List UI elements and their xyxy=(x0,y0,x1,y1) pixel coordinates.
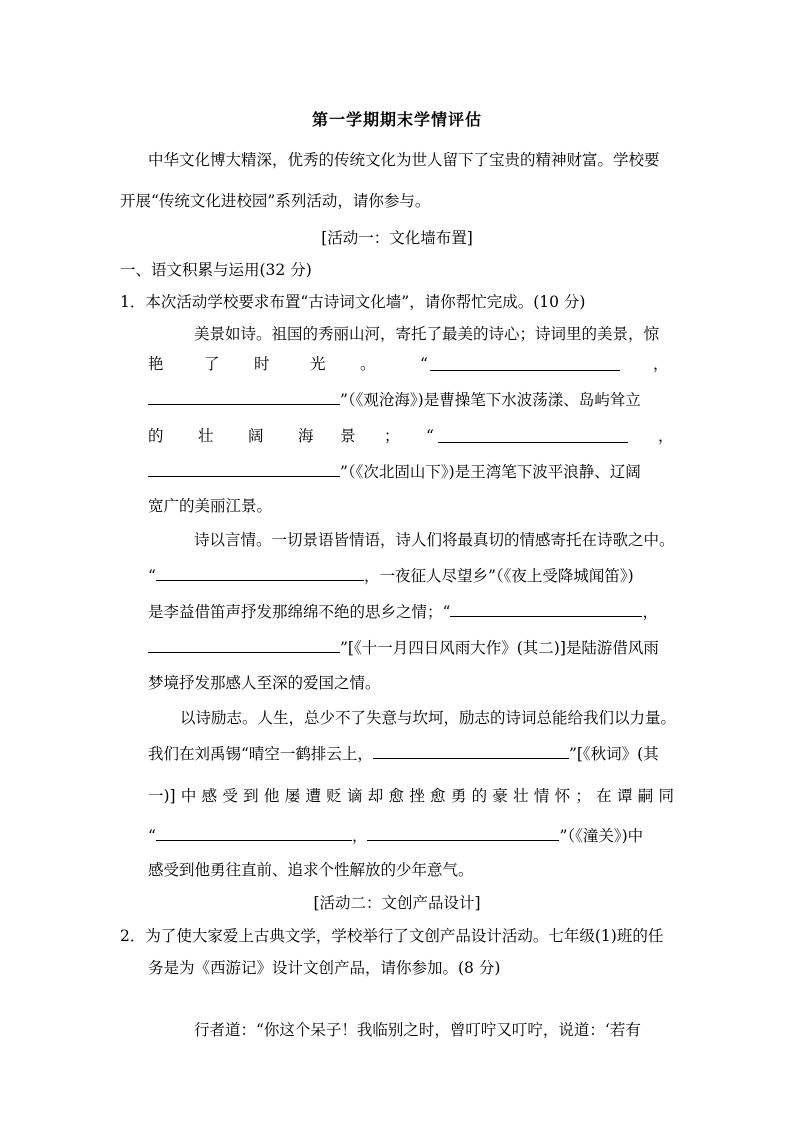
char: 豪 xyxy=(492,787,508,805)
q1-p3-line-4 xyxy=(148,826,643,846)
page-title: 第一学期期末学情评估 xyxy=(311,110,482,129)
char: 壮 xyxy=(513,787,529,805)
line-tail: ”（《潼关》)中 xyxy=(559,827,644,845)
question-2-line-3: 行者道：“你这个呆子！我临别之时，曾叮咛又叮咛，说道：‘若有 xyxy=(194,1021,641,1039)
char: 一)] xyxy=(148,787,176,805)
char: 到 xyxy=(243,787,259,805)
char: 他 xyxy=(263,787,280,805)
char: “ xyxy=(420,355,428,373)
char: 时 xyxy=(254,355,270,373)
answer-blank[interactable] xyxy=(373,744,569,759)
quote-open: “ xyxy=(148,567,156,585)
char: ， xyxy=(658,427,674,445)
question-2-line-1: 2．为了使大家爱上古典文学，学校举行了文创产品设计活动。七年级(1)班的任 xyxy=(120,927,664,945)
char: 的 xyxy=(471,787,488,805)
char: 勇 xyxy=(450,787,467,805)
q1-p1-line-4 xyxy=(148,426,673,448)
question-1-stem: 1．本次活动学校要求布置“古诗词文化墙”，请你帮忙完成。(10 分) xyxy=(120,293,586,311)
q1-p3-line-1: 以诗励志。人生，总少不了失意与坎坷，励志的诗词总能给我们以力量。 xyxy=(180,709,677,727)
char: ； xyxy=(575,787,591,805)
line-head: 我们在刘禹锡“晴空一鹤排云上， xyxy=(148,745,373,763)
char: 壮 xyxy=(198,427,214,445)
char: 光 xyxy=(310,355,326,373)
line-tail: ”[《十一月四日风雨大作》(其二)]是陆游借风雨 xyxy=(340,639,659,657)
char: 谭 xyxy=(616,787,633,805)
answer-blank[interactable] xyxy=(148,638,340,653)
char: 景 xyxy=(340,427,356,445)
q1-p1-line-3 xyxy=(148,390,641,410)
char: ， xyxy=(653,355,669,373)
q1-p2-line-4 xyxy=(148,638,659,658)
line-tail: ，一夜征人尽望乡”（《夜上受降城闻笛》) xyxy=(363,567,634,585)
section-1-heading: 一、语文积累与运用(32 分) xyxy=(120,261,312,279)
answer-blank[interactable] xyxy=(156,826,352,841)
activity-1-heading: [活动一：文化墙布置] xyxy=(321,229,473,247)
char: 阔 xyxy=(248,427,264,445)
char: 却 xyxy=(367,787,384,805)
char: 艳 xyxy=(148,355,164,373)
answer-blank[interactable] xyxy=(450,602,642,617)
q1-p2-line-2 xyxy=(148,566,634,586)
char: 愈 xyxy=(388,787,405,805)
q1-p3-line-3 xyxy=(148,786,674,806)
q1-p2-line-3 xyxy=(148,602,658,622)
char: 。 xyxy=(360,355,376,373)
char: “ xyxy=(426,427,434,445)
q1-p1-line-2 xyxy=(148,354,673,376)
answer-blank[interactable] xyxy=(438,428,628,443)
q1-p1-line-6: 宽广的美丽江景。 xyxy=(148,497,273,515)
answer-blank[interactable] xyxy=(430,356,620,371)
char: ； xyxy=(384,427,400,445)
char: 在 xyxy=(596,787,612,805)
char: 遭 xyxy=(305,787,321,805)
answer-blank[interactable] xyxy=(367,826,559,841)
char: 挫 xyxy=(409,787,425,805)
char: 愈 xyxy=(430,787,446,805)
char: 感 xyxy=(201,787,218,805)
q1-p1-line-5 xyxy=(148,462,641,482)
char: 情 xyxy=(533,787,550,805)
char: 中 xyxy=(180,787,197,805)
quote-open: “ xyxy=(148,827,156,845)
line-tail: ”（《观沧海》)是曹操笔下水波荡漾、岛屿耸立 xyxy=(340,391,641,409)
line-tail: ”（《次北固山下》)是王湾笔下波平浪静、辽阔 xyxy=(340,463,641,481)
answer-blank[interactable] xyxy=(148,390,340,405)
char: 海 xyxy=(298,427,314,445)
char: 怀 xyxy=(554,787,571,805)
char: 嗣 xyxy=(637,787,654,805)
char: 谪 xyxy=(346,787,363,805)
answer-blank[interactable] xyxy=(156,566,364,581)
line-mid: ， xyxy=(351,827,368,845)
question-2-line-2: 务是为《西游记》设计文创产品，请你参加。(8 分) xyxy=(148,959,501,977)
q1-p2-line-5: 梦境抒发那感人至深的爱国之情。 xyxy=(148,674,381,692)
line-tail: ， xyxy=(642,603,658,621)
intro-line-2: 开展“传统文化进校园”系列活动，请你参与。 xyxy=(120,192,431,210)
q1-p2-line-1: 诗以言情。一切景语皆情语，诗人们将最真切的情感寄托在诗歌之中。 xyxy=(194,531,675,549)
q1-p3-line-5: 感受到他勇往直前、追求个性解放的少年意气。 xyxy=(148,861,474,879)
char: 了 xyxy=(204,355,220,373)
q1-p3-line-2 xyxy=(148,744,659,764)
line-head: 是李益借笛声抒发那绵绵不绝的思乡之情；“ xyxy=(148,603,451,621)
answer-blank[interactable] xyxy=(148,462,340,477)
char: 屡 xyxy=(284,787,301,805)
char: 贬 xyxy=(326,787,342,805)
activity-2-heading: [活动二：文创产品设计] xyxy=(313,894,481,912)
line-tail: ”[《秋词》(其 xyxy=(568,745,659,763)
char: 同 xyxy=(658,787,674,805)
char: 受 xyxy=(222,787,238,805)
q1-p1-line-1: 美景如诗。祖国的秀丽山河，寄托了最美的诗心；诗词里的美景，惊 xyxy=(194,325,660,343)
intro-line-1: 中华文化博大精深，优秀的传统文化为世人留下了宝贵的精神财富。学校要 xyxy=(148,151,660,169)
char: 的 xyxy=(148,427,164,445)
